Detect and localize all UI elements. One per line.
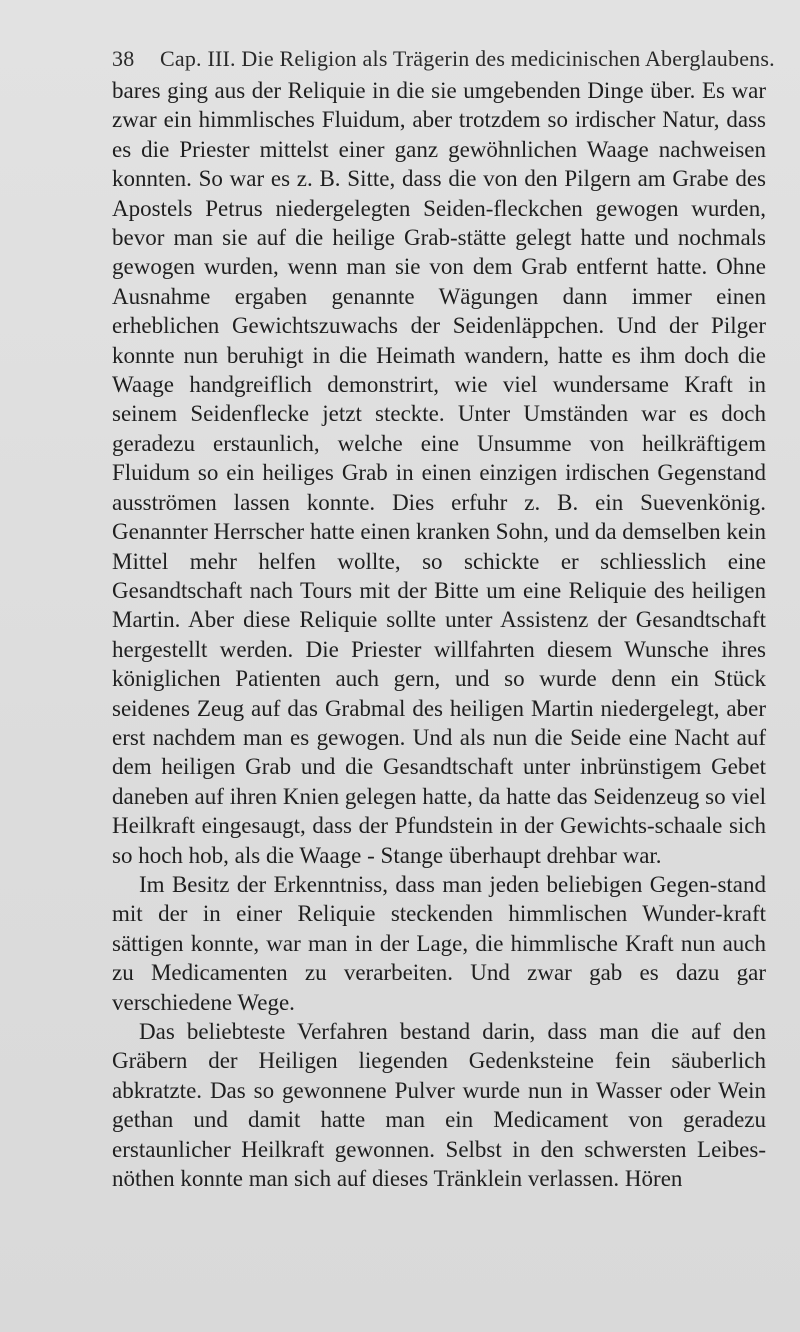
paragraph-continuation: bares ging aus der Reliquie in die sie umgebenden Dinge über. Es war zwar ein himmlisches Fluidum, aber trotzdem so irdischer Natur, dass es die Priester mittelst einer ganz gewöhnlichen Waage nachweisen konnten. So war es z. B. Sitte, dass die von den Pilgern am Grabe des Apostels Petrus niedergelegten Seiden-fleckchen gewogen wurden, bevor man sie auf die heilige Grab-stätte gelegt hatte und nochmals gewogen wurden, wenn man sie von dem Grab entfernt hatte. Ohne Ausnahme ergaben genannte Wägungen dann immer einen erheblichen Gewichtszuwachs der Seidenläppchen. Und der Pilger konnte nun beruhigt in die Heimath wandern, hatte es ihm doch die Waage handgreiflich demonstrirt, wie viel wundersame Kraft in seinem Seidenflecke jetzt steckte. Unter Umständen war es doch geradezu erstaunlich, welche eine Unsumme von heilkräftigem Fluidum so ein heiliges Grab in einen einzigen irdischen Gegenstand ausströmen lassen konnte. Dies erfuhr z. B. ein Suevenkönig. Genannter Herrscher hatte einen kranken Sohn, und da demselben kein Mittel mehr helfen wollte, so schickte er schliesslich eine Gesandtschaft nach Tours mit der Bitte um eine Reliquie des heiligen Martin. Aber diese Reliquie sollte unter Assistenz der Gesandtschaft hergestellt werden. Die Priester willfahrten diesem Wunsche ihres königlichen Patienten auch gern, und so wurde denn ein Stück seidenes Zeug auf das Grabmal des heiligen Martin niedergelegt, aber erst nachdem man es gewogen. Und als nun die Seide eine Nacht auf dem heiligen Grab und die Gesandtschaft unter inbrünstigem Gebet daneben auf ihren Knien gelegen hatte, da hatte das Seidenzeug so viel Heilkraft eingesaugt, dass der Pfundstein in der Gewichts-schaale sich so hoch hob, als die Waage - Stange überhaupt drehbar war. bbox=[112, 78, 766, 868]
running-title: Cap. III. Die Religion als Trägerin des medicinischen Aberglaubens. bbox=[160, 46, 775, 71]
paragraph-erkenntniss: Im Besitz der Erkenntniss, dass man jeden beliebigen Gegen-stand mit der in einer Reliquie steckenden himmlischen Wunder-kraft sättigen konnte, war man in der Lage, die himmlische Kraft nun auch zu Medicamenten zu verarbeiten. Und zwar gab es dazu gar verschiedene Wege. bbox=[112, 871, 766, 1015]
body-text bbox=[112, 76, 766, 1193]
paragraph-verfahren: Das beliebteste Verfahren bestand darin, dass man die auf den Gräbern der Heiligen liegenden Gedenksteine fein säuberlich abkratzte. Das so gewonnene Pulver wurde nun in Wasser oder Wein gethan und damit hatte man ein Medicament von geradezu erstaunlicher Heilkraft gewonnen. Selbst in den schwersten Leibes-nöthen konnte man sich auf dieses Tränklein verlassen. Hören bbox=[112, 1019, 766, 1192]
running-header bbox=[112, 46, 775, 72]
page-number: 38 bbox=[112, 46, 135, 71]
